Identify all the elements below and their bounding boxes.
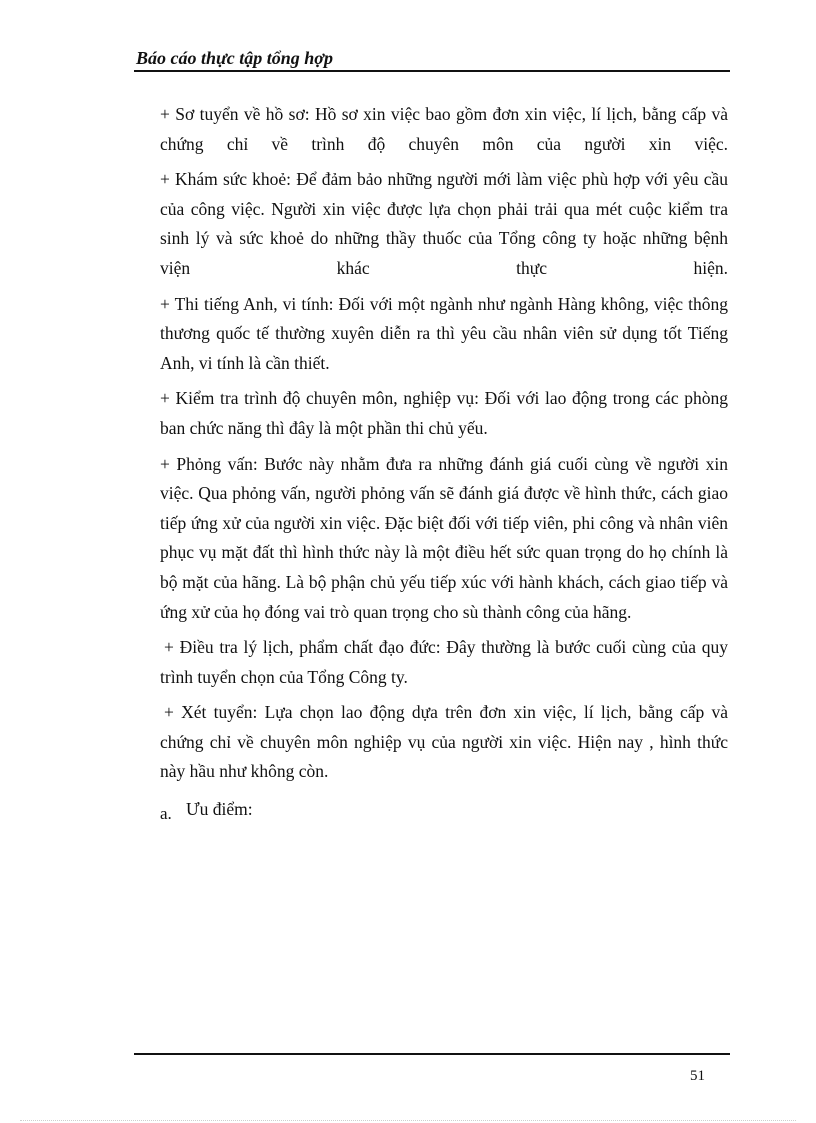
page-number: 51 [690,1068,705,1084]
running-header-title: Báo cáo thực tập tổng hợp [136,48,333,68]
paragraph-background-check: + Điều tra lý lịch, phẩm chất đạo đức: Đây thường là bước cuối cùng của quy trình tuyển chọn của Tổng Công ty. [160,637,728,687]
paragraph-professional-test: + Kiểm tra trình độ chuyên môn, nghiệp vụ: Đối với lao động trong các phòng ban chức năng thì đây là một phần thi chủ yếu. [160,388,728,438]
document-body [160,100,728,825]
paragraph-health-check: + Khám sức khoẻ: Để đảm bảo những người mới làm việc phù hợp với yêu cầu của công việc. Người xin việc được lựa chọn phải trải qua mét cuộc kiểm tra sinh lý và sức khoẻ do những thầy thuốc của Tổng công ty hoặc những bệnh viện khác thực hiện. [160,169,728,278]
section-label: Ưu điểm: [186,799,253,820]
paragraph-selection: + Xét tuyển: Lựa chọn lao động dựa trên đơn xin việc, lí lịch, bằng cấp và chứng chỉ về chuyên môn nghiệp vụ của người xin việc. Hiện nay , hình thức này hầu như không còn. [160,702,728,782]
section-heading-advantages [160,795,728,825]
footer-divider [134,1053,730,1055]
paragraph-interview: + Phỏng vấn: Bước này nhằm đưa ra những đánh giá cuối cùng về người xin việc. Qua phỏng vấn, người phỏng vấn sẽ đánh giá được về hình thức, cách giao tiếp ứng xử của người xin việc. Đặc biệt đối với tiếp viên, phi công và nhân viên phục vụ mặt đất thì hình thức này là một điều hết sức quan trọng do họ chính là bộ mặt của hãng. Là bộ phận chủ yếu tiếp xúc với hành khách, cách giao tiếp và ứng xử của họ đóng vai trò quan trọng cho sù thành công của hãng. [160,453,728,622]
page-edge-divider [20,1120,796,1121]
paragraph-english-it-test: + Thi tiếng Anh, vi tính: Đối với một ngành như ngành Hàng không, việc thông thương quốc tế thường xuyên diễn ra thì yêu cầu nhân viên sử dụng tốt Tiếng Anh, vi tính là cần thiết. [160,293,728,373]
section-letter: a. [160,804,172,824]
header-divider [134,70,730,72]
paragraph-screening: + Sơ tuyển về hồ sơ: Hồ sơ xin việc bao gồm đơn xin việc, lí lịch, bằng cấp và chứng chỉ về trình độ chuyên môn của người xin việc. [160,104,728,154]
